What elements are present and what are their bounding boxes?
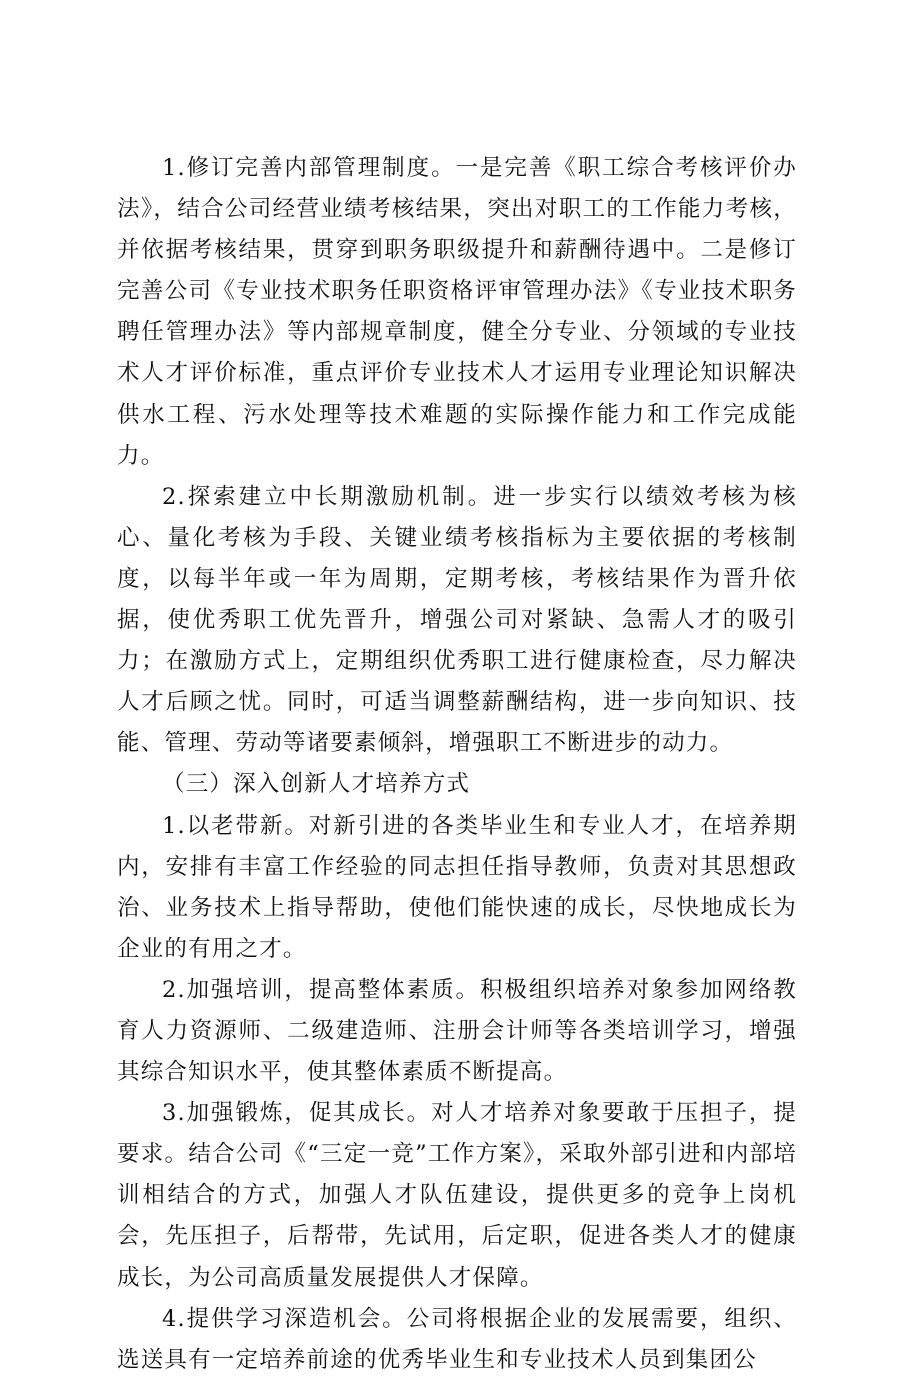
paragraph-exercise: 3.加强锻炼，促其成长。对人才培养对象要敢于压担子，提要求。结合公司《“三定一竞”工作方案》，采取外部引进和内部培训相结合的方式，加强人才队伍建设，提供更多的竞争上岗机会，先压担子，后帮带，先试用，后定职，促进各类人才的健康成长，为公司高质量发展提供人才保障。 xyxy=(117,1100,797,1291)
paragraph-management-system: 1.修订完善内部管理制度。一是完善《职工综合考核评价办法》，结合公司经营业绩考核结果，突出对职工的工作能力考核，并依据考核结果，贯穿到职务职级提升和薪酬待遇中。二是修订完善公司《专业技术职务任职资格评审管理办法》《专业技术职务聘任管理办法》等内部规章制度，健全分专业、分领域的专业技术人才评价标准，重点评价专业技术人才运用专业理论知识解决供水工程、污水处理等技术难题的实际操作能力和工作完成能力。 xyxy=(117,155,797,469)
paragraph-further-study: 4.提供学习深造机会。公司将根据企业的发展需要，组织、选送具有一定培养前途的优秀毕业生和专业技术人员到集团公 xyxy=(117,1305,797,1373)
paragraph-mentoring: 1.以老带新。对新引进的各类毕业生和专业人才，在培养期内，安排有丰富工作经验的同志担任指导教师，负责对其思想政治、业务技术上指导帮助，使他们能快速的成长，尽快地成长为企业的有用之才。 xyxy=(117,812,797,962)
section-heading-talent-training: （三）深入创新人才培养方式 xyxy=(162,771,471,798)
document-body xyxy=(117,148,797,1381)
paragraph-incentive-mechanism: 2.探索建立中长期激励机制。进一步实行以绩效考核为核心、量化考核为手段、关键业绩考核指标为主要依据的考核制度，以每半年或一年为周期，定期考核，考核结果作为晋升依据，使优秀职工优先晋升，增强公司对紧缺、急需人才的吸引力；在激励方式上，定期组织优秀职工进行健康检查，尽力解决人才后顾之忧。同时，可适当调整薪酬结构，进一步向知识、技能、管理、劳动等诸要素倾斜，增强职工不断进步的动力。 xyxy=(117,483,797,757)
paragraph-training: 2.加强培训，提高整体素质。积极组织培养对象参加网络教育人力资源师、二级建造师、注册会计师等各类培训学习，增强其综合知识水平，使其整体素质不断提高。 xyxy=(117,976,797,1086)
